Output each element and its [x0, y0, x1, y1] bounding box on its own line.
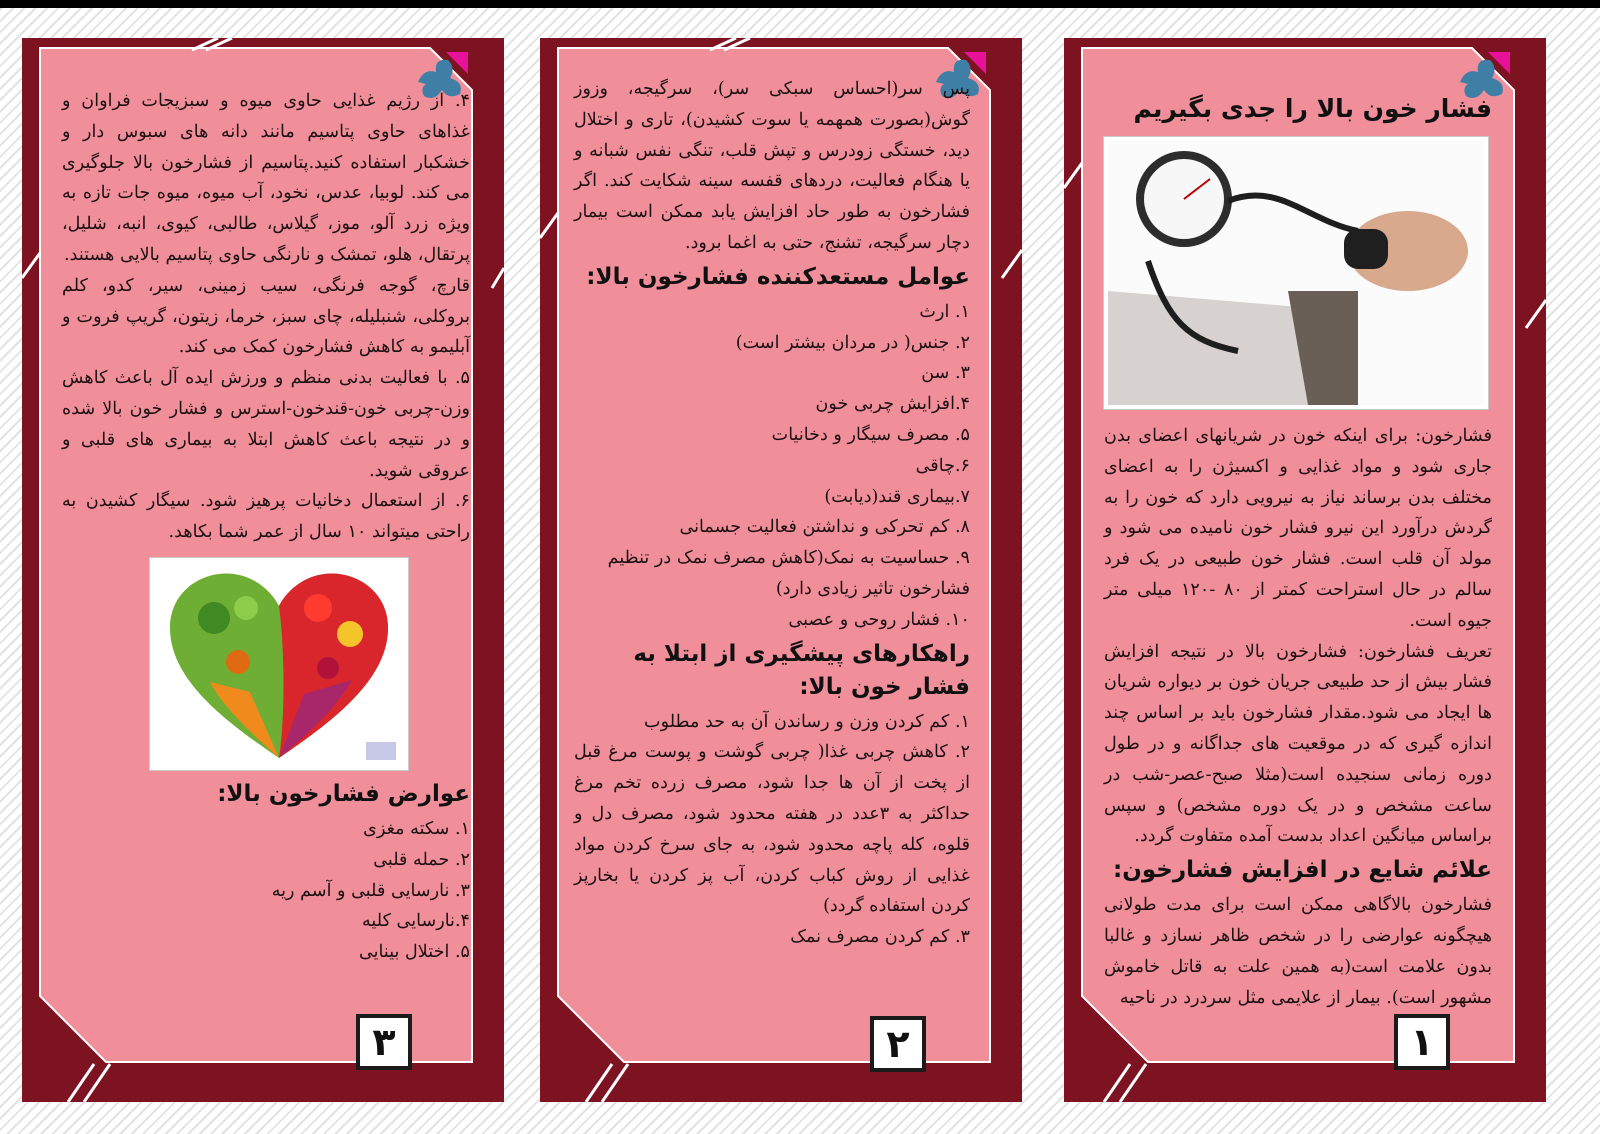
list-item: ۶.چاقی — [915, 455, 970, 476]
list-item: ۱. ارث — [919, 301, 970, 322]
panel-2 — [540, 38, 1022, 1102]
panel-3 — [22, 38, 504, 1102]
blood-pressure-gauge-photo — [1104, 137, 1488, 409]
panel-1 — [1064, 38, 1546, 1102]
list-item: ۸. کم تحرکی و نداشتن فعالیت جسمانی — [679, 517, 970, 538]
paragraph-symptoms: فشارخون بالاگاهی ممکن است برای مدت طولانی هیچگونه عوارضی را در شخص ظاهر نسازد و غالبا بدون علامت است(به همین علت به قاتل خاموش مشهور است). بیمار از علایمی مثل سردرد در ناحیه — [1104, 895, 1492, 1008]
paragraph-hypertension: تعریف فشارخون: فشارخون بالا در نتیجه افزایش فشار بیش از حد طبیعی جریان خون بر دیواره شریان ها ایجاد می شود.مقدار فشارخون باید بر اساس چند اندازه گیری که در موقعیت های جداگانه و در طول دوره زمانی سنجیده است(مثلا صبح-عصر-شب در ساعت مشخص و در یک دوره مشخص) و سپس براساس میانگین اعداد بدست آمده متفاوت گردد. — [1104, 641, 1492, 847]
paragraph-1: ۴. از رژیم غذایی حاوی میوه و سبزیجات فراوان و غذاهای حاوی پتاسیم مانند دانه های سبوس دار و خشکبار استفاده کنید.پتاسیم از فشارخون بالا جلوگیری می کند. لوبیا، عدس، نخود، آب میوه، میوه جات تازه به ویژه زرد آلو، موز، گیلاس، طالبی، کیوی، انبه، شلیل، پرتقال، هلو، تمشک و نارنگی حاوی پتاسیم بالایی هستند. — [62, 91, 470, 265]
list-item: ۲. جنس( در مردان بیشتر است) — [735, 332, 970, 353]
page-number: ۲ — [870, 1016, 926, 1072]
complications-list — [62, 814, 470, 968]
top-bar — [0, 0, 1600, 8]
symptoms-continued: پس سر(احساس سبکی سر)، سرگیجه، وزوز گوش(بصورت همهمه یا سوت کشیدن)، تاری و اختلال دید، خستگی زودرس و تپش قلب، تنگی نفس شبانه و یا هنگام فعالیت، دردهای قفسه سینه شکایت کند. اگر فشارخون به طور حاد افزایش یابد ممکن است بیمار دچار سرگیجه، تشنج، حتی به اغما برود. — [574, 79, 970, 253]
complications-heading: عوارض فشارخون بالا: — [217, 780, 470, 807]
page-number: ۳ — [356, 1014, 412, 1070]
list-item: ۵. اختلال بینایی — [358, 942, 470, 963]
paragraph-2: قارچ، گوجه فرنگی، سیب زمینی، سیر، کدو، کلم بروکلی، شنبلیله، چای سبز، خرما، زیتون، گریپ فروت و آبلیمو به کاهش فشارخون کمک می کند. — [62, 275, 470, 358]
panel-3-content — [62, 86, 470, 968]
list-item: ۴.افزایش چربی خون — [815, 394, 970, 415]
paragraph-4: ۶. از استعمال دخانیات پرهیز شود. سیگار کشیدن به راحتی میتواند ۱۰ سال از عمر شما بکاهد. — [62, 491, 470, 543]
paragraph-definition: فشارخون: برای اینکه خون در شریانهای اعضای بدن جاری شود و مواد غذایی و اکسیژن را به اعضای مختلف بدن برساند نیاز به نیرویی دارد که خون را به گردش درآورد این نیرو فشار خون نامیده می شود و مولد آن قلب است. فشار خون طبیعی در یک فرد سالم در حال استراحت کمتر از ۸۰ -۱۲۰ میلی متر جیوه است. — [1104, 426, 1492, 631]
risk-factors-list — [574, 297, 970, 636]
panel-2-content — [574, 74, 970, 953]
symptoms-heading: علائم شایع در افزایش فشارخون: — [1113, 857, 1492, 884]
list-item: ۲. کاهش چربی غذا( چربی گوشت و پوست مرغ قبل از پخت از آن ها جدا شود، مصرف زرده تخم مرغ حداکثر به ۳عدد در هفته محدود شود، مصرف دل و قلوه، کله پاچه محدود شود، به جای سرخ کردن مواد غذایی از روش کباب کردن، آب پز کردن یا بخارپز کردن استفاده گردد) — [574, 742, 971, 917]
page-number: ۱ — [1394, 1014, 1450, 1070]
list-item: ۳. نارسایی قلبی و آسم ریه — [271, 880, 470, 901]
prevention-heading: راهکارهای پیشگیری از ابتلا به فشار خون بالا: — [633, 640, 970, 700]
list-item: ۳. سن — [921, 363, 970, 384]
list-item: ۱۰. فشار روحی و عصبی — [788, 609, 970, 630]
risk-factors-heading: عوامل مستعدکننده فشارخون بالا: — [586, 263, 970, 290]
list-item: ۹. حساسیت به نمک(کاهش مصرف نمک در تنظیم فشارخون تاثیر زیادی دارد) — [607, 548, 970, 599]
list-item: ۷.بیماری قند(دیابت) — [824, 486, 970, 507]
list-item: ۱. کم کردن وزن و رساندن آن به حد مطلوب — [644, 711, 970, 732]
list-item: ۳. کم کردن مصرف نمک — [790, 927, 970, 948]
list-item: ۱. سکته مغزی — [363, 818, 470, 839]
list-item: ۵. مصرف سیگار و دخانیات — [771, 424, 970, 445]
list-item: ۲. حمله قلبی — [373, 849, 470, 870]
vegetable-heart-photo — [150, 558, 408, 770]
prevention-list — [574, 707, 970, 953]
panel-1-content — [1104, 90, 1492, 1013]
main-title: فشار خون بالا را جدی بگیریم — [1133, 94, 1492, 123]
list-item: ۴.نارسایی کلیه — [362, 911, 470, 932]
paragraph-3: ۵. با فعالیت بدنی منظم و ورزش ایده آل باعث کاهش وزن-چربی خون-قندخون-استرس و فشار خون بالا شده و در نتیجه باعث کاهش ابتلا به بیماری های قلبی و عروقی شوید. — [62, 368, 470, 481]
